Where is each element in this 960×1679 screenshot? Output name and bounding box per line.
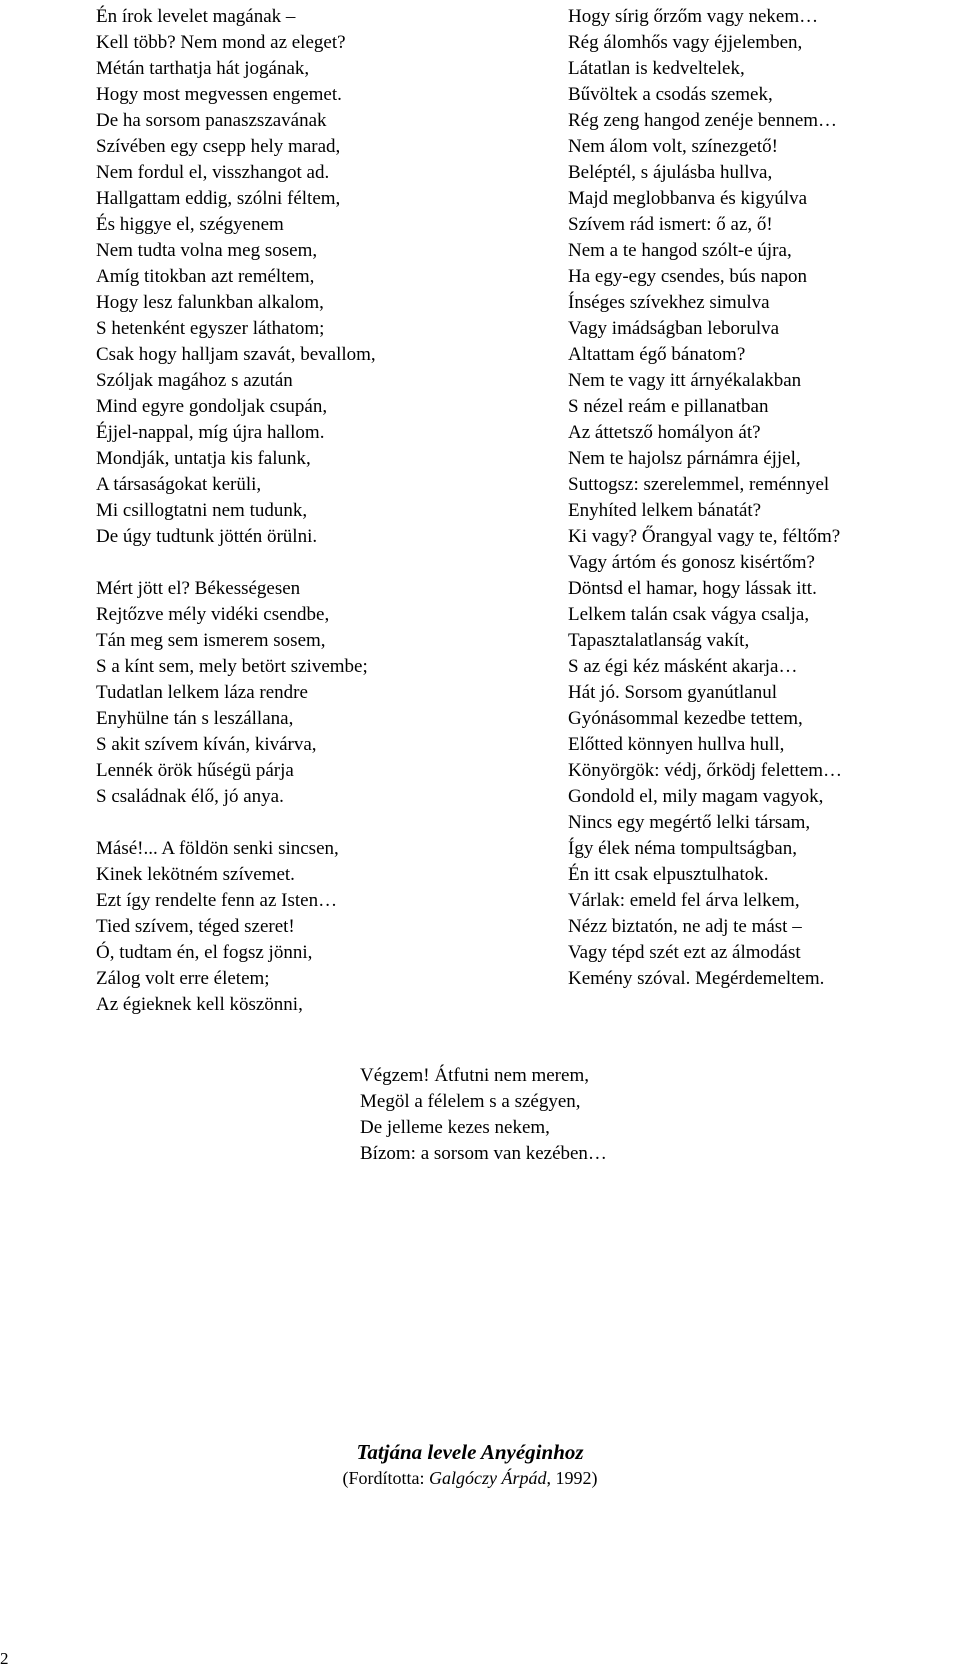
poem-line: Gondold el, mily magam vagyok, [568,786,824,807]
poem-line: Az égieknek kell köszönni, [96,994,303,1015]
poem-line: Így élek néma tompultságban, [568,838,797,859]
poem-line: Könyörgök: védj, őrködj felettem… [568,760,843,781]
poem-left-column [96,4,376,1018]
poem-closing-stanza [360,1063,607,1167]
poem-line: Suttogsz: szerelemmel, reménnyel [568,474,830,495]
poem-line: Szóljak magához s azután [96,370,293,391]
poem-title: Tatjána levele Anyéginhoz [356,1440,584,1464]
poem-line: Tapasztalatlanság vakít, [568,630,750,651]
poem-line: Nem te hajolsz párnámra éjjel, [568,448,801,469]
poem-line: Megöl a félelem s a szégyen, [360,1091,581,1112]
poem-line: Én itt csak elpusztulhatok. [568,864,769,885]
poem-line: És higgye el, szégyenem [96,214,284,235]
poem-line: Enyhíted lelkem bánatát? [568,500,762,521]
poem-line: Mért jött el? Békességesen [96,578,301,599]
poem-line: S az égi kéz másként akarja… [568,656,798,677]
credit-suffix: , 1992) [546,1468,598,1488]
poem-line: Vagy imádságban leborulva [568,318,780,339]
poem-line: De ha sorsom panaszszavának [96,110,327,131]
poem-line: Előtted könnyen hullva hull, [568,734,785,755]
stanza-break [96,550,376,576]
poem-line: Ezt így rendelte fenn az Isten… [96,890,338,911]
poem-line: S a kínt sem, mely betört szivembe; [96,656,368,677]
poem-line: S akit szívem kíván, kivárva, [96,734,317,755]
poem-line: Ó, tudtam én, el fogsz jönni, [96,942,313,963]
poem-line: Csak hogy halljam szavát, bevallom, [96,344,376,365]
poem-line: Nem tudta volna meg sosem, [96,240,318,261]
poem-line: Bízom: a sorsom van kezében… [360,1143,607,1164]
poem-line: A társaságokat kerüli, [96,474,262,495]
page-number: 2 [0,1649,9,1668]
poem-line: Rég álomhős vagy éjjelemben, [568,32,803,53]
poem-line: Látatlan is kedveltelek, [568,58,745,79]
poem-line: Ha egy-egy csendes, bús napon [568,266,808,287]
poem-line: Amíg titokban azt reméltem, [96,266,315,287]
translator-name: Galgóczy Árpád [429,1468,547,1488]
poem-line: Kinek lekötném szívemet. [96,864,295,885]
poem-line: Az áttetsző homályon át? [568,422,761,443]
poem-line: Én írok levelet magának – [96,6,296,27]
poem-line: Hogy lesz falunkban alkalom, [96,292,324,313]
poem-line: Beléptél, s ájulásba hullva, [568,162,773,183]
poem-line: Ki vagy? Őrangyal vagy te, féltőm? [568,526,841,547]
poem-line: Nem te vagy itt árnyékalakban [568,370,802,391]
poem-line: Kemény szóval. Megérdemeltem. [568,968,825,989]
poem-line: Hogy sírig őrzőm vagy nekem… [568,6,819,27]
poem-line: Nézz biztatón, ne adj te mást – [568,916,802,937]
poem-line: S nézel reám e pillanatban [568,396,769,417]
poem-right-column [568,4,842,992]
poem-line: Másé!... A földön senki sincsen, [96,838,339,859]
poem-line: Rejtőzve mély vidéki csendbe, [96,604,330,625]
poem-line: Bűvöltek a csodás szemek, [568,84,773,105]
poem-line: Nem a te hangod szólt-e újra, [568,240,792,261]
poem-line: Szívem rád ismert: ő az, ő! [568,214,773,235]
poem-line: Tán meg sem ismerem sosem, [96,630,326,651]
poem-line: Döntsd el hamar, hogy lássak itt. [568,578,817,599]
title-block [0,1438,940,1490]
poem-line: Gyónásommal kezedbe tettem, [568,708,803,729]
poem-line: Zálog volt erre életem; [96,968,270,989]
poem-line: Kell több? Nem mond az eleget? [96,32,346,53]
credit-prefix: (Fordította: [342,1468,429,1488]
poem-line: Hát jó. Sorsom gyanútlanul [568,682,777,703]
poem-line: Rég zeng hangod zenéje bennem… [568,110,838,131]
poem-line: Tudatlan lelkem láza rendre [96,682,308,703]
poem-line: Tied szívem, téged szeret! [96,916,295,937]
poem-line: Mondják, untatja kis falunk, [96,448,311,469]
poem-line: De jelleme kezes nekem, [360,1117,550,1138]
poem-line: Végzem! Átfutni nem merem, [360,1065,589,1086]
poem-line: Éjjel-nappal, míg újra hallom. [96,422,325,443]
poem-line: Lelkem talán csak vágya csalja, [568,604,810,625]
poem-line: Enyhülne tán s leszállana, [96,708,294,729]
poem-line: S hetenként egyszer láthatom; [96,318,325,339]
poem-line: Mind egyre gondoljak csupán, [96,396,328,417]
stanza-break [96,810,376,836]
poem-line: Lennék örök hűségü párja [96,760,294,781]
poem-line: De úgy tudtunk jöttén örülni. [96,526,318,547]
poem-line: Vagy ártóm és gonosz kisértőm? [568,552,815,573]
poem-line: Nem fordul el, visszhangot ad. [96,162,330,183]
poem-line: Várlak: emeld fel árva lelkem, [568,890,800,911]
poem-line: Nincs egy megértő lelki társam, [568,812,811,833]
poem-line: Hogy most megvessen engemet. [96,84,342,105]
poem-line: Vagy tépd szét ezt az álmodást [568,942,801,963]
poem-line: Nem álom volt, színezgető! [568,136,778,157]
poem-line: Szívében egy csepp hely marad, [96,136,341,157]
poem-line: Métán tarthatja hát jogának, [96,58,310,79]
translator-credit [0,1466,940,1490]
poem-line: Majd meglobbanva és kigyúlva [568,188,808,209]
poem-line: Altattam égő bánatom? [568,344,746,365]
poem-line: S családnak élő, jó anya. [96,786,284,807]
poem-line: Hallgattam eddig, szólni féltem, [96,188,341,209]
poem-line: Mi csillogtatni nem tudunk, [96,500,308,521]
poem-line: Ínséges szívekhez simulva [568,292,770,313]
